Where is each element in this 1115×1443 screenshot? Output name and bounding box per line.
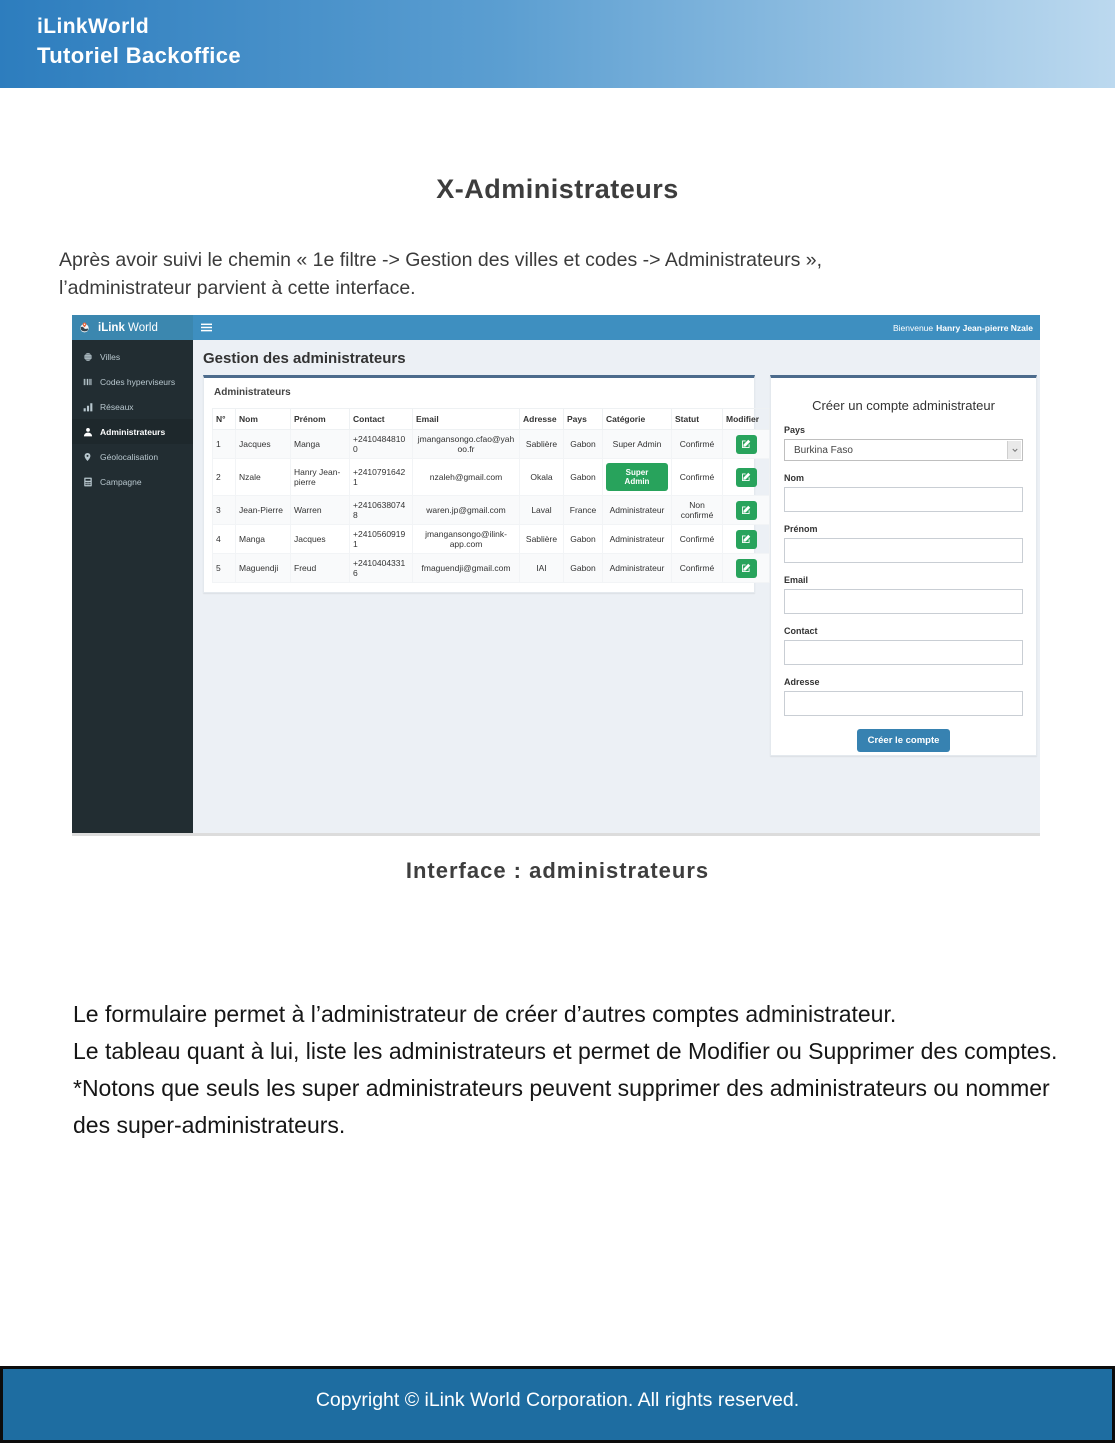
create-admin-panel [770,375,1037,756]
cell-adresse: Laval [520,496,564,525]
document-header-banner [0,0,1115,88]
edit-icon [741,472,751,482]
field-label-nom: Nom [784,473,804,483]
column-header-modifier: Modifier [723,409,770,430]
cell-pays: Gabon [564,554,603,583]
edit-button[interactable] [736,501,757,520]
cell-prenom: Freud [291,554,350,583]
cell-modifier [723,525,770,554]
input-prenom[interactable] [784,538,1023,563]
cell-contact: +24104848100 [350,430,413,459]
column-header-n-: N° [213,409,236,430]
column-header-prenom: Prénom [291,409,350,430]
administrators-table [212,408,820,583]
table-row [213,496,820,525]
barcode-icon [82,377,93,387]
user-menu[interactable] [893,315,1033,340]
user-name: Hanry Jean-pierre Nzale [936,322,1033,333]
cell-email: nzaleh@gmail.com [413,459,520,496]
content-title: Gestion des administrateurs [203,350,406,367]
user-icon [82,427,93,437]
sidebar-item-reseaux[interactable] [72,394,193,419]
cell-pays: Gabon [564,430,603,459]
edit-icon [741,439,751,449]
cell-contact: +24104043316 [350,554,413,583]
cell-statut: Non confirmé [672,496,723,525]
cell-statut: Confirmé [672,459,723,496]
sidebar-item-villes[interactable] [72,344,193,369]
field-label-adresse: Adresse [784,677,820,687]
backoffice-screenshot [72,315,1040,836]
column-header-pays: Pays [564,409,603,430]
content-area [193,340,1040,833]
welcome-label: Bienvenue [892,322,934,333]
app-logo[interactable] [72,315,193,340]
cell-categorie: Super Admin [603,430,672,459]
cell-contact: +24107916421 [350,459,413,496]
sidebar-item-administrateurs[interactable] [72,419,193,444]
cell-pays: Gabon [564,459,603,496]
body-line: *Notons que seuls les super administrateurs peuvent supprimer des administrateurs ou nommer [73,1075,1050,1101]
administrators-panel [203,375,760,593]
cell-nom: Jacques [236,430,291,459]
field-label-pays: Pays [784,425,806,435]
cell-modifier [723,554,770,583]
cell-modifier [723,459,770,496]
app-navbar [72,315,1040,340]
cell-nom: Manga [236,525,291,554]
body-line: Le tableau quant à lui, liste les administrateurs et permet de Modifier ou Supprimer des comptes. [73,1038,1058,1064]
cell-pays: France [564,496,603,525]
cell-categorie: Administrateur [603,554,672,583]
sidebar-item-label: Géolocalisation [100,451,159,462]
field-label-contact: Contact [784,626,818,636]
cell-prenom: Jacques [291,525,350,554]
categorie-button[interactable]: Super Admin [606,463,668,491]
edit-icon [741,534,751,544]
select-value: Burkina Faso [794,444,853,456]
admin-table-head-row [213,409,820,430]
hamburger-menu-icon [201,322,212,333]
edit-icon [741,563,751,573]
globe-pin-logo-icon [79,319,90,336]
edit-button[interactable] [736,468,757,487]
cell-prenom: Manga [291,430,350,459]
cell-contact: +24105609191 [350,525,413,554]
cell-num: 5 [213,554,236,583]
column-header-statut: Statut [672,409,723,430]
input-adresse[interactable] [784,691,1023,716]
cell-adresse: Sablière [520,430,564,459]
field-label-prenom: Prénom [784,524,818,534]
field-label-email: Email [784,575,809,585]
intro-line: Après avoir suivi le chemin « 1e filtre -> Gestion des villes et codes -> Administrateurs », [59,249,823,271]
cell-email: waren.jp@gmail.com [413,496,520,525]
cell-adresse: Sablière [520,525,564,554]
body-line: des super-administrateurs. [73,1112,346,1138]
cell-adresse: IAI [520,554,564,583]
cell-nom: Jean-Pierre [236,496,291,525]
cell-modifier [723,496,770,525]
body-paragraph [73,996,1057,1144]
input-nom[interactable] [784,487,1023,512]
table-row [213,430,820,459]
edit-icon [741,505,751,515]
cell-pays: Gabon [564,525,603,554]
table-row [213,554,820,583]
cell-nom: Maguendji [236,554,291,583]
cell-statut: Confirmé [672,554,723,583]
sidebar-menu [72,340,193,833]
input-contact[interactable] [784,640,1023,665]
column-header-categorie: Catégorie [603,409,672,430]
column-header-adresse: Adresse [520,409,564,430]
header-subtitle: Tutoriel Backoffice [37,43,242,68]
cell-categorie: Administrateur [603,525,672,554]
intro-line: l’administrateur parvient à cette interface. [59,277,416,299]
globe-icon [82,352,93,362]
sidebar-item-label: Villes [100,351,121,362]
screenshot-caption: Interface : administrateurs [405,858,710,883]
cell-categorie: Administrateur [603,496,672,525]
map-pin-icon [82,452,93,462]
app-brand-label: iLink World [98,321,158,334]
header-brand: iLinkWorld [37,15,150,38]
cell-email: fmaguendji@gmail.com [413,554,520,583]
edit-button[interactable] [736,530,757,549]
intro-paragraph [59,246,822,302]
bar-chart-icon [82,402,93,412]
chevron-down-icon [1007,441,1021,459]
cell-num: 2 [213,459,236,496]
column-header-contact: Contact [350,409,413,430]
sidebar-item-geolocalisation[interactable] [72,444,193,469]
sidebar-item-label: Codes hyperviseurs [100,376,176,387]
cell-email: jmangansongo@ilink-app.com [413,525,520,554]
table-row [213,525,820,554]
column-header-nom: Nom [236,409,291,430]
sidebar-item-campagne[interactable] [72,469,193,494]
select-pays[interactable] [784,439,1023,461]
sidebar-item-codes-hyperviseurs[interactable] [72,369,193,394]
cell-prenom: Hanry Jean-pierre [291,459,350,496]
cell-statut: Confirmé [672,430,723,459]
sidebar-toggle-button[interactable] [201,315,212,340]
cell-email: jmangansongo.cfao@yahoo.fr [413,430,520,459]
cell-num: 1 [213,430,236,459]
sidebar-item-label: Administrateurs [100,426,166,437]
cell-statut: Confirmé [672,525,723,554]
body-line: Le formulaire permet à l’administrateur de créer d’autres comptes administrateur. [73,1001,897,1027]
edit-button[interactable] [736,559,757,578]
cell-adresse: Okala [520,459,564,496]
cell-num: 4 [213,525,236,554]
panel-title: Administrateurs [214,387,291,398]
cell-num: 3 [213,496,236,525]
create-admin-form-fields [784,425,1023,716]
sidebar-item-label: Campagne [100,476,142,487]
edit-button[interactable] [736,435,757,454]
page-title: X-Administrateurs [436,174,679,204]
table-row [213,459,820,496]
input-email[interactable] [784,589,1023,614]
form-title: Créer un compte administrateur [812,398,995,413]
create-account-button[interactable]: Créer le compte [857,729,951,752]
sidebar-item-label: Réseaux [100,401,134,412]
cell-modifier [723,430,770,459]
document-footer: Copyright © iLink World Corporation. All rights reserved. [0,1366,1115,1443]
calculator-icon [82,477,93,487]
cell-nom: Nzale [236,459,291,496]
admin-table-body [213,430,820,583]
cell-prenom: Warren [291,496,350,525]
column-header-email: Email [413,409,520,430]
cell-categorie [603,459,672,496]
cell-contact: +24106380748 [350,496,413,525]
